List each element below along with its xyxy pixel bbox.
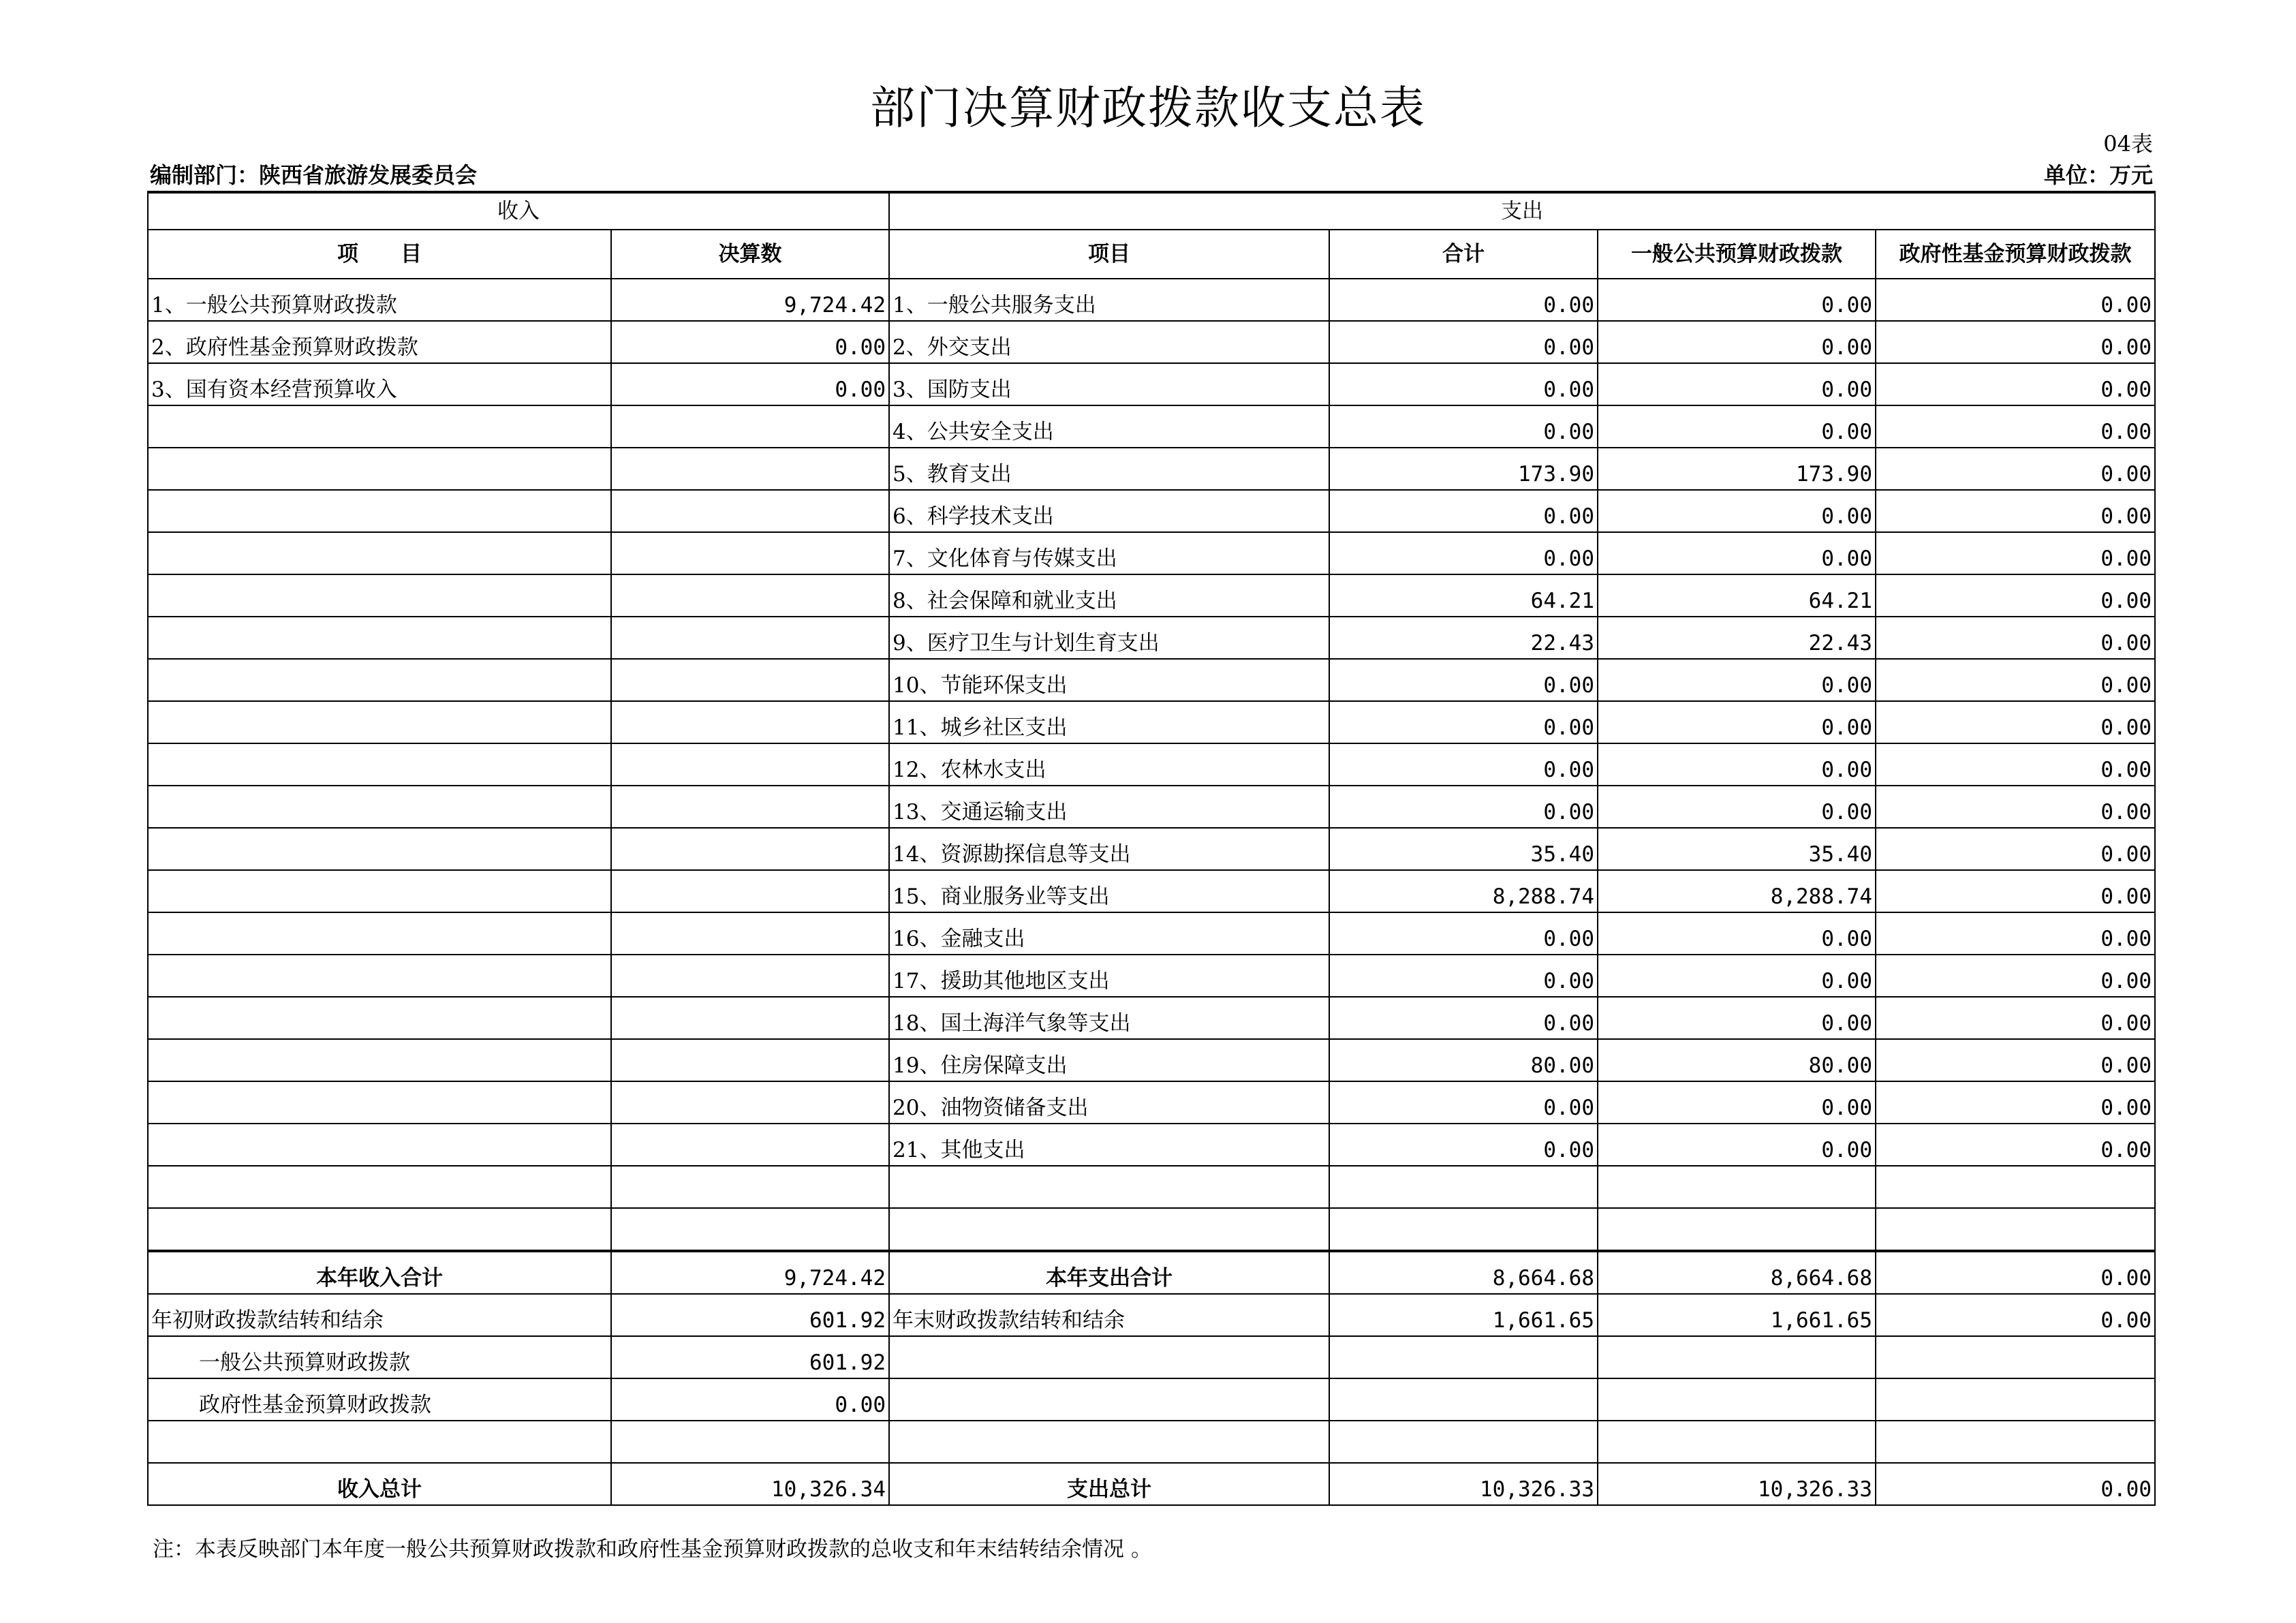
income-amount-cell — [611, 617, 889, 659]
expense-general-cell — [1598, 1208, 1876, 1251]
expense-fund-cell — [1876, 1166, 2155, 1208]
expense-fund-cell: 0.00 — [1876, 701, 2155, 743]
expense-total-cell: 0.00 — [1329, 701, 1598, 743]
income-item-cell — [148, 617, 611, 659]
income-item-cell — [148, 490, 611, 532]
carry-general-row — [148, 1336, 2155, 1378]
income-item-cell — [148, 532, 611, 574]
income-amount-cell: 0.00 — [611, 363, 889, 405]
expense-item-cell — [889, 1166, 1329, 1208]
income-item-cell — [148, 1124, 611, 1166]
expense-item-cell: 15、商业服务业等支出 — [889, 870, 1329, 912]
empty-cell — [889, 1336, 1329, 1378]
carry-fund-label: 政府性基金预算财政拨款 — [148, 1378, 611, 1421]
expense-fund-cell: 0.00 — [1876, 1124, 2155, 1166]
expense-total-cell: 22.43 — [1329, 617, 1598, 659]
table-row — [148, 955, 2155, 997]
expense-total-cell: 0.00 — [1329, 363, 1598, 405]
expense-general-cell: 64.21 — [1598, 574, 1876, 617]
column-header-row — [148, 230, 2155, 279]
table-row — [148, 786, 2155, 828]
income-item-cell: 3、国有资本经营预算收入 — [148, 363, 611, 405]
income-amount-cell — [611, 448, 889, 490]
income-item-cell — [148, 1208, 611, 1251]
income-amount-cell — [611, 743, 889, 786]
expense-general-cell: 0.00 — [1598, 701, 1876, 743]
empty-cell — [1329, 1421, 1598, 1463]
expense-general-cell: 0.00 — [1598, 912, 1876, 955]
expense-total-cell: 0.00 — [1329, 1124, 1598, 1166]
expense-item-cell: 10、节能环保支出 — [889, 659, 1329, 701]
empty-cell — [1329, 1378, 1598, 1421]
expense-general-cell: 0.00 — [1598, 490, 1876, 532]
expense-item-cell: 19、住房保障支出 — [889, 1039, 1329, 1081]
expense-general-cell: 0.00 — [1598, 279, 1876, 321]
income-section-header: 收入 — [148, 192, 889, 230]
expense-item-cell: 13、交通运输支出 — [889, 786, 1329, 828]
table-row — [148, 997, 2155, 1039]
expense-total-cell: 0.00 — [1329, 279, 1598, 321]
expense-total-cell: 0.00 — [1329, 659, 1598, 701]
income-item-cell: 2、政府性基金预算财政拨款 — [148, 321, 611, 363]
expense-fund-header: 政府性基金预算财政拨款 — [1876, 230, 2155, 279]
grand-expense-general: 10,326.33 — [1598, 1463, 1876, 1505]
income-item-cell: 1、一般公共预算财政拨款 — [148, 279, 611, 321]
grand-income-amount: 10,326.34 — [611, 1463, 889, 1505]
year-expense-fund: 0.00 — [1876, 1251, 2155, 1294]
table-row — [148, 279, 2155, 321]
expense-item-cell: 14、资源勘探信息等支出 — [889, 828, 1329, 870]
footnote: 注：本表反映部门本年度一般公共预算财政拨款和政府性基金预算财政拨款的总收支和年末结转结余情况 。 — [153, 1537, 1152, 1562]
grand-income-label: 收入总计 — [148, 1463, 611, 1505]
expense-general-cell: 0.00 — [1598, 743, 1876, 786]
income-item-cell — [148, 870, 611, 912]
income-amount-cell — [611, 955, 889, 997]
expense-general-cell: 0.00 — [1598, 786, 1876, 828]
income-item-cell — [148, 828, 611, 870]
carry-fund-amount: 0.00 — [611, 1378, 889, 1421]
grand-expense-fund: 0.00 — [1876, 1463, 2155, 1505]
expense-item-cell: 20、油物资储备支出 — [889, 1081, 1329, 1124]
expense-general-cell: 8,288.74 — [1598, 870, 1876, 912]
expense-fund-cell: 0.00 — [1876, 828, 2155, 870]
income-amount-cell — [611, 532, 889, 574]
income-item-cell — [148, 786, 611, 828]
expense-general-cell — [1598, 1166, 1876, 1208]
year-expense-total: 8,664.68 — [1329, 1251, 1598, 1294]
grand-expense-label: 支出总计 — [889, 1463, 1329, 1505]
income-amount-cell — [611, 1166, 889, 1208]
table-row — [148, 659, 2155, 701]
income-amount-cell — [611, 490, 889, 532]
year-total-row — [148, 1251, 2155, 1294]
income-item-header: 项 目 — [148, 230, 611, 279]
expense-fund-cell — [1876, 1208, 2155, 1251]
carryover-income-label: 年初财政拨款结转和结余 — [148, 1294, 611, 1336]
form-number: 04表 — [2103, 131, 2153, 157]
carryover-row — [148, 1294, 2155, 1336]
year-expense-general: 8,664.68 — [1598, 1251, 1876, 1294]
income-item-cell — [148, 912, 611, 955]
empty-cell — [1876, 1421, 2155, 1463]
expense-total-cell: 64.21 — [1329, 574, 1598, 617]
carryover-expense-total: 1,661.65 — [1329, 1294, 1598, 1336]
table-row — [148, 743, 2155, 786]
expense-total-header: 合计 — [1329, 230, 1598, 279]
table-row — [148, 828, 2155, 870]
expense-fund-cell: 0.00 — [1876, 279, 2155, 321]
empty-cell — [148, 1421, 611, 1463]
income-item-cell — [148, 997, 611, 1039]
income-amount-cell — [611, 828, 889, 870]
expense-total-cell: 80.00 — [1329, 1039, 1598, 1081]
table-row — [148, 1166, 2155, 1208]
expense-fund-cell: 0.00 — [1876, 532, 2155, 574]
expense-section-header: 支出 — [889, 192, 2155, 230]
expense-total-cell: 8,288.74 — [1329, 870, 1598, 912]
expense-item-cell: 3、国防支出 — [889, 363, 1329, 405]
expense-fund-cell: 0.00 — [1876, 1039, 2155, 1081]
carry-general-amount: 601.92 — [611, 1336, 889, 1378]
table-row — [148, 912, 2155, 955]
expense-fund-cell: 0.00 — [1876, 912, 2155, 955]
income-amount-cell — [611, 1081, 889, 1124]
expense-fund-cell: 0.00 — [1876, 363, 2155, 405]
page-title: 部门决算财政拨款收支总表 — [870, 82, 1426, 134]
table-row — [148, 405, 2155, 448]
table-row — [148, 321, 2155, 363]
income-amount-cell — [611, 912, 889, 955]
expense-total-cell: 0.00 — [1329, 321, 1598, 363]
expense-total-cell: 0.00 — [1329, 1081, 1598, 1124]
income-item-cell — [148, 574, 611, 617]
empty-cell — [889, 1421, 1329, 1463]
expense-general-header: 一般公共预算财政拨款 — [1598, 230, 1876, 279]
expense-item-cell: 21、其他支出 — [889, 1124, 1329, 1166]
expense-item-header: 项目 — [889, 230, 1329, 279]
expense-fund-cell: 0.00 — [1876, 448, 2155, 490]
grand-expense-total: 10,326.33 — [1329, 1463, 1598, 1505]
expense-fund-cell: 0.00 — [1876, 955, 2155, 997]
table-row — [148, 363, 2155, 405]
budget-table — [147, 191, 2156, 1506]
expense-general-cell: 0.00 — [1598, 532, 1876, 574]
department-label: 编制部门：陕西省旅游发展委员会 — [150, 162, 478, 188]
expense-item-cell: 7、文化体育与传媒支出 — [889, 532, 1329, 574]
expense-total-cell: 0.00 — [1329, 490, 1598, 532]
empty-cell — [1598, 1421, 1876, 1463]
expense-item-cell: 8、社会保障和就业支出 — [889, 574, 1329, 617]
empty-cell — [611, 1421, 889, 1463]
carryover-expense-label: 年末财政拨款结转和结余 — [889, 1294, 1329, 1336]
income-amount-cell — [611, 870, 889, 912]
income-item-cell — [148, 1166, 611, 1208]
expense-total-cell: 0.00 — [1329, 955, 1598, 997]
expense-general-cell: 22.43 — [1598, 617, 1876, 659]
income-item-cell — [148, 701, 611, 743]
income-amount-cell: 0.00 — [611, 321, 889, 363]
carryover-income-amount: 601.92 — [611, 1294, 889, 1336]
expense-fund-cell: 0.00 — [1876, 617, 2155, 659]
expense-general-cell: 0.00 — [1598, 321, 1876, 363]
year-expense-total-label: 本年支出合计 — [889, 1251, 1329, 1294]
expense-fund-cell: 0.00 — [1876, 405, 2155, 448]
table-row — [148, 617, 2155, 659]
income-item-cell — [148, 743, 611, 786]
income-amount-cell: 9,724.42 — [611, 279, 889, 321]
expense-fund-cell: 0.00 — [1876, 870, 2155, 912]
expense-general-cell: 0.00 — [1598, 1124, 1876, 1166]
empty-cell — [889, 1378, 1329, 1421]
expense-item-cell: 17、援助其他地区支出 — [889, 955, 1329, 997]
expense-total-cell: 35.40 — [1329, 828, 1598, 870]
table-row — [148, 490, 2155, 532]
table-row — [148, 1039, 2155, 1081]
empty-cell — [1876, 1336, 2155, 1378]
income-item-cell — [148, 448, 611, 490]
expense-general-cell: 0.00 — [1598, 1081, 1876, 1124]
expense-item-cell: 6、科学技术支出 — [889, 490, 1329, 532]
expense-fund-cell: 0.00 — [1876, 786, 2155, 828]
income-amount-cell — [611, 405, 889, 448]
expense-general-cell: 0.00 — [1598, 405, 1876, 448]
empty-cell — [1876, 1378, 2155, 1421]
expense-general-cell: 173.90 — [1598, 448, 1876, 490]
table-row — [148, 1208, 2155, 1251]
expense-general-cell: 80.00 — [1598, 1039, 1876, 1081]
income-amount-cell — [611, 574, 889, 617]
income-amount-cell — [611, 786, 889, 828]
year-income-total-label: 本年收入合计 — [148, 1251, 611, 1294]
section-header-row — [148, 192, 2155, 230]
expense-item-cell: 2、外交支出 — [889, 321, 1329, 363]
income-item-cell — [148, 1039, 611, 1081]
expense-item-cell: 11、城乡社区支出 — [889, 701, 1329, 743]
empty-cell — [1598, 1336, 1876, 1378]
expense-general-cell: 35.40 — [1598, 828, 1876, 870]
carry-fund-row — [148, 1378, 2155, 1421]
expense-item-cell — [889, 1208, 1329, 1251]
table-row — [148, 574, 2155, 617]
income-item-cell — [148, 1081, 611, 1124]
income-amount-cell — [611, 997, 889, 1039]
income-amount-cell — [611, 1124, 889, 1166]
expense-total-cell: 0.00 — [1329, 786, 1598, 828]
expense-total-cell — [1329, 1166, 1598, 1208]
income-item-cell — [148, 659, 611, 701]
unit-label: 单位：万元 — [2043, 162, 2153, 188]
expense-total-cell: 0.00 — [1329, 743, 1598, 786]
income-amount-cell — [611, 1039, 889, 1081]
grand-total-row — [148, 1463, 2155, 1505]
income-amount-cell — [611, 701, 889, 743]
expense-fund-cell: 0.00 — [1876, 574, 2155, 617]
income-item-cell — [148, 955, 611, 997]
expense-item-cell: 16、金融支出 — [889, 912, 1329, 955]
expense-fund-cell: 0.00 — [1876, 659, 2155, 701]
expense-fund-cell: 0.00 — [1876, 490, 2155, 532]
expense-item-cell: 1、一般公共服务支出 — [889, 279, 1329, 321]
table-row — [148, 448, 2155, 490]
expense-fund-cell: 0.00 — [1876, 1081, 2155, 1124]
expense-fund-cell: 0.00 — [1876, 321, 2155, 363]
carryover-expense-general: 1,661.65 — [1598, 1294, 1876, 1336]
expense-item-cell: 5、教育支出 — [889, 448, 1329, 490]
expense-general-cell: 0.00 — [1598, 363, 1876, 405]
expense-item-cell: 12、农林水支出 — [889, 743, 1329, 786]
year-income-total-amount: 9,724.42 — [611, 1251, 889, 1294]
expense-item-cell: 18、国土海洋气象等支出 — [889, 997, 1329, 1039]
expense-total-cell: 173.90 — [1329, 448, 1598, 490]
expense-general-cell: 0.00 — [1598, 955, 1876, 997]
expense-item-cell: 9、医疗卫生与计划生育支出 — [889, 617, 1329, 659]
income-amount-header: 决算数 — [611, 230, 889, 279]
expense-total-cell: 0.00 — [1329, 532, 1598, 574]
carryover-expense-fund: 0.00 — [1876, 1294, 2155, 1336]
expense-total-cell — [1329, 1208, 1598, 1251]
table-row — [148, 1124, 2155, 1166]
income-amount-cell — [611, 1208, 889, 1251]
expense-fund-cell: 0.00 — [1876, 997, 2155, 1039]
expense-general-cell: 0.00 — [1598, 997, 1876, 1039]
expense-total-cell: 0.00 — [1329, 912, 1598, 955]
carry-general-label: 一般公共预算财政拨款 — [148, 1336, 611, 1378]
blank-row — [148, 1421, 2155, 1463]
table-row — [148, 870, 2155, 912]
table-row — [148, 701, 2155, 743]
expense-general-cell: 0.00 — [1598, 659, 1876, 701]
table-row — [148, 532, 2155, 574]
empty-cell — [1598, 1378, 1876, 1421]
expense-fund-cell: 0.00 — [1876, 743, 2155, 786]
table-row — [148, 1081, 2155, 1124]
income-amount-cell — [611, 659, 889, 701]
expense-item-cell: 4、公共安全支出 — [889, 405, 1329, 448]
empty-cell — [1329, 1336, 1598, 1378]
expense-total-cell: 0.00 — [1329, 405, 1598, 448]
income-item-cell — [148, 405, 611, 448]
expense-total-cell: 0.00 — [1329, 997, 1598, 1039]
